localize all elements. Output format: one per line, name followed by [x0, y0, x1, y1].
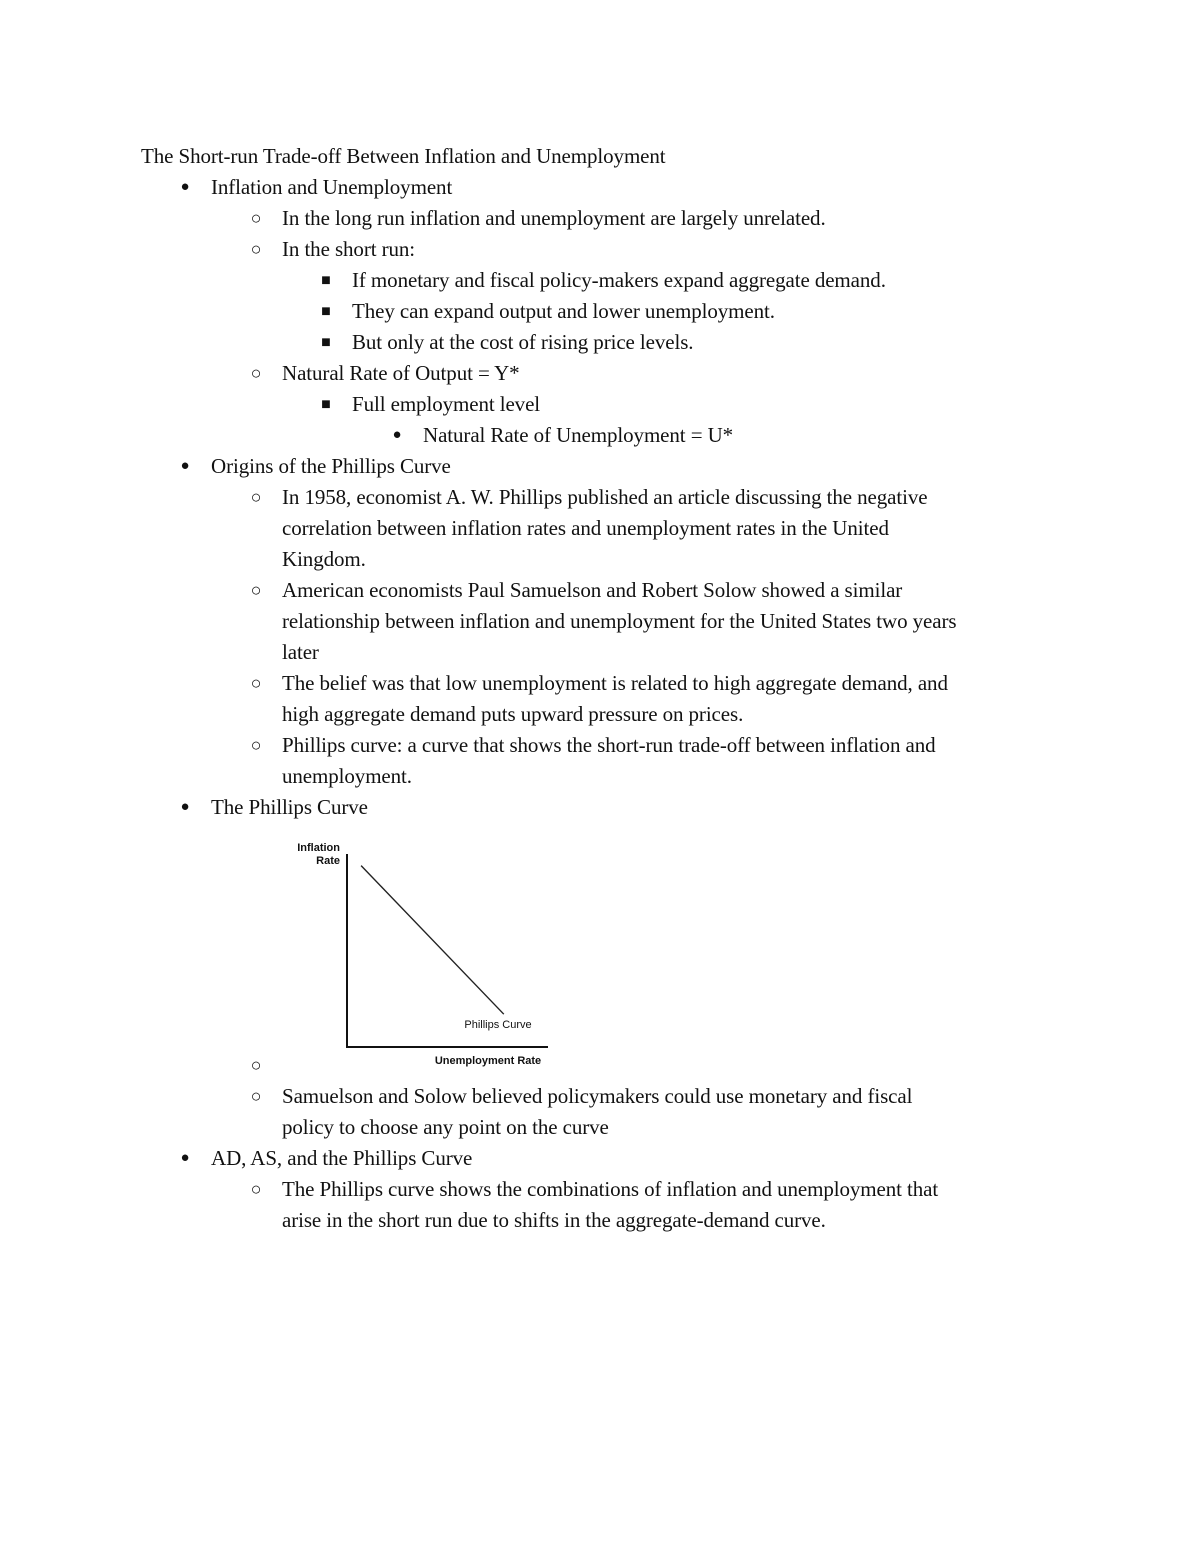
x-axis-label: Unemployment Rate — [434, 1055, 542, 1067]
bullet-disc: ● — [392, 427, 402, 443]
list-item: Natural Rate of Unemployment = U* — [423, 423, 734, 447]
bullet-circle: ○ — [250, 363, 262, 383]
list-item: They can expand output and lower unemployment. — [352, 299, 775, 323]
list-item: In the long run inflation and unemployment are largely unrelated. — [282, 206, 826, 230]
bullet-circle: ○ — [250, 208, 262, 228]
bullet-circle: ○ — [250, 1086, 262, 1106]
list-item: relationship between inflation and unemployment for the United States two years — [282, 609, 957, 633]
list-item: The belief was that low unemployment is related to high aggregate demand, and — [282, 671, 948, 695]
section-heading: AD, AS, and the Phillips Curve — [211, 1146, 473, 1170]
list-item: arise in the short run due to shifts in the aggregate-demand curve. — [282, 1208, 826, 1232]
y-axis-label-line2: Rate — [316, 855, 340, 867]
series-line-phillips-curve — [361, 866, 504, 1015]
list-item: unemployment. — [282, 764, 412, 788]
bullet-circle: ○ — [250, 580, 262, 600]
document-title: The Short-run Trade-off Between Inflation and Unemployment — [141, 144, 666, 168]
bullet-square: ■ — [321, 334, 331, 351]
list-item: In 1958, economist A. W. Phillips published an article discussing the negative — [282, 485, 928, 509]
list-item: American economists Paul Samuelson and Robert Solow showed a similar — [282, 578, 903, 602]
phillips-curve-chart — [280, 836, 560, 1074]
list-item: Phillips curve: a curve that shows the short-run trade-off between inflation and — [282, 733, 936, 757]
list-item: later — [282, 640, 319, 664]
bullet-circle: ○ — [250, 735, 262, 755]
list-item: Samuelson and Solow believed policymakers could use monetary and fiscal — [282, 1084, 913, 1108]
list-item: policy to choose any point on the curve — [282, 1115, 609, 1139]
bullet-square: ■ — [321, 303, 331, 320]
list-item: high aggregate demand puts upward pressure on prices. — [282, 702, 744, 726]
bullet-square: ■ — [321, 272, 331, 289]
list-item: Natural Rate of Output = Y* — [282, 361, 520, 385]
list-item: Kingdom. — [282, 547, 366, 571]
series-label-phillips-curve: Phillips Curve — [464, 1019, 532, 1031]
list-item: correlation between inflation rates and unemployment rates in the United — [282, 516, 889, 540]
bullet-disc: ● — [180, 799, 190, 815]
list-item: Full employment level — [352, 392, 541, 416]
list-item: In the short run: — [282, 237, 416, 261]
bullet-circle: ○ — [250, 487, 262, 507]
section-heading: The Phillips Curve — [211, 795, 368, 819]
bullet-circle: ○ — [250, 1055, 262, 1075]
list-item: But only at the cost of rising price levels. — [352, 330, 694, 354]
bullet-circle: ○ — [250, 673, 262, 693]
bullet-square: ■ — [321, 396, 331, 413]
y-axis-label-line1: Inflation — [297, 842, 340, 854]
bullet-disc: ● — [180, 179, 190, 195]
section-heading: Origins of the Phillips Curve — [211, 454, 451, 478]
list-item: If monetary and fiscal policy-makers expand aggregate demand. — [352, 268, 886, 292]
bullet-disc: ● — [180, 458, 190, 474]
bullet-circle: ○ — [250, 1179, 262, 1199]
bullet-circle: ○ — [250, 239, 262, 259]
bullet-disc: ● — [180, 1150, 190, 1166]
list-item: The Phillips curve shows the combinations of inflation and unemployment that — [282, 1177, 939, 1201]
section-heading: Inflation and Unemployment — [211, 175, 453, 199]
